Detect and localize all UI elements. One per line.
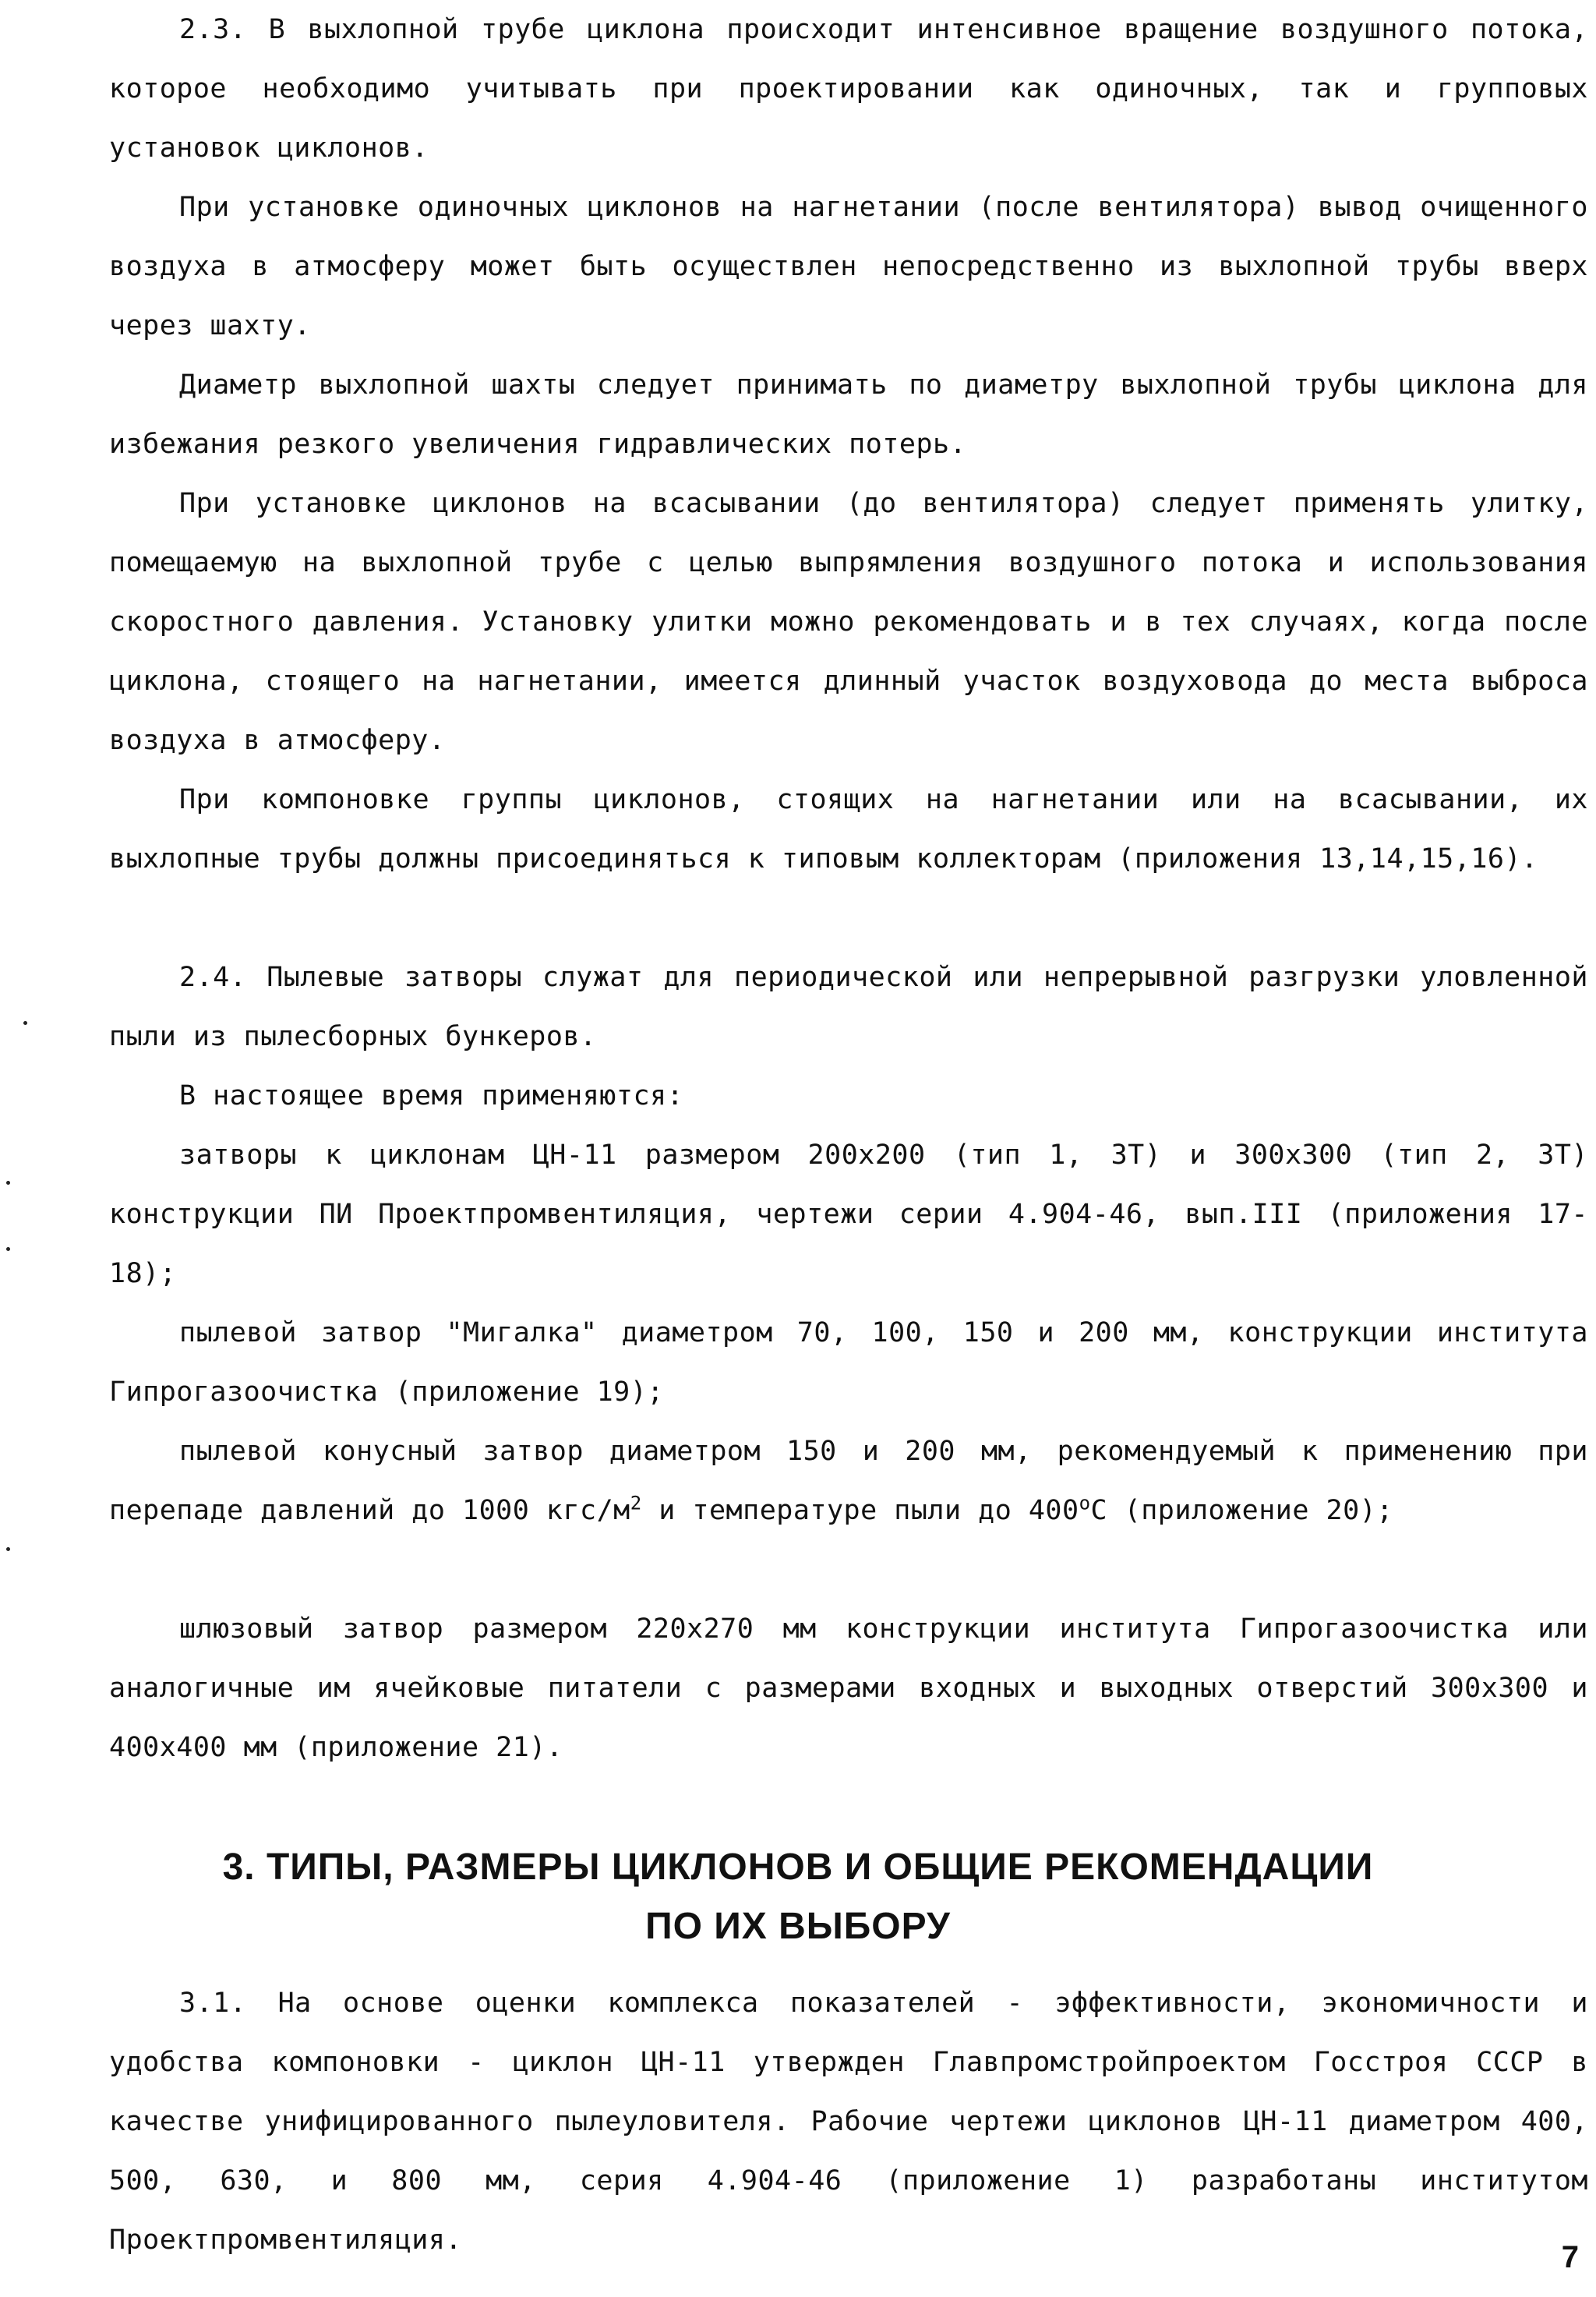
page-number: 7 bbox=[1561, 2240, 1579, 2274]
section-3-heading-line1: 3. ТИПЫ, РАЗМЕРЫ ЦИКЛОНОВ И ОБЩИЕ РЕКОМЕНДАЦИИ bbox=[222, 1846, 1374, 1888]
paragraph-group-layout: При компоновке группы циклонов, стоящих на нагнетании или на всасывании, их выхлопные трубы должны присоединяться к типовым коллекторам (приложения 13,14,15,16). bbox=[109, 784, 1588, 875]
cone-gate-text-b: и температуре пыли до 400 bbox=[641, 1495, 1079, 1526]
paragraph-shaft-diameter: Диаметр выхлопной шахты следует принимать по диаметру выхлопной трубы циклона для избежания резкого увеличения гидравлических потерь. bbox=[109, 369, 1588, 460]
paragraph-currently-used: В настоящее время применяются: bbox=[179, 1080, 684, 1111]
paragraph-2-4: 2.4. Пылевые затворы служат для периодической или непрерывной разгрузки уловленной пыли из пылесборных бункеров. bbox=[109, 962, 1588, 1052]
paragraph-2-3: 2.3. В выхлопной трубе циклона происходит интенсивное вращение воздушного потока, которое необходимо учитывать при проектировании как одиночных, так и групповых установок циклонов. bbox=[109, 14, 1588, 164]
paragraph-3-1: 3.1. На основе оценки комплекса показателей - эффективности, экономичности и удобства компоновки - циклон ЦН-11 утвержден Главпромстройпроектом Госстроя СССР в качестве унифицированного пылеуловителя. Рабочие чертежи циклонов ЦН-11 диаметром 400, 500, 630, и 800 мм, серия 4.904-46 (приложение 1) разработаны институтом Проектпромвентиляция. bbox=[109, 1988, 1588, 2256]
scan-speck bbox=[23, 1021, 27, 1025]
scan-speck bbox=[6, 1247, 10, 1251]
paragraph-sluice-gate: шлюзовый затвор размером 220х270 мм конструкции института Гипрогазоочистка или аналогичные им ячейковые питатели с размерами входных и выходных отверстий 300х300 и 400х400 мм (приложение 21). bbox=[109, 1613, 1588, 1763]
paragraph-migalka: пылевой затвор "Мигалка" диаметром 70, 100, 150 и 200 мм, конструкции института Гипрогазоочистка (приложение 19); bbox=[109, 1317, 1588, 1408]
paragraph-cone-gate bbox=[109, 1422, 1588, 1540]
paragraph-single-cyclones: При установке одиночных циклонов на нагнетании (после вентилятора) вывод очищенного воздуха в атмосферу может быть осуществлен непосредственно из выхлопной трубы вверх через шахту. bbox=[109, 192, 1588, 341]
scan-speck bbox=[6, 1547, 10, 1551]
paragraph-suction-snail: При установке циклонов на всасывании (до вентилятора) следует применять улитку, помещаемую на выхлопной трубе с целью выпрямления воздушного потока и использования скоростного давления. Установку улитки можно рекомендовать и в тех случаях, когда после циклона, стоящего на нагнетании, имеется длинный участок воздуховода до места выброса воздуха в атмосферу. bbox=[109, 488, 1588, 756]
section-3-heading-line2: ПО ИХ ВЫБОРУ bbox=[645, 1906, 951, 1947]
cone-gate-text-a: пылевой конусный затвор диаметром 150 и 200 мм, рекомендуемый к применению при перепаде давлений до 1000 кгс/м bbox=[109, 1436, 1588, 1526]
cone-gate-text-c: С (приложение 20); bbox=[1090, 1495, 1393, 1526]
paragraph-gates-cn11: затворы к циклонам ЦН-11 размером 200х200 (тип 1, 3Т) и 300х300 (тип 2, 3Т) конструкции ПИ Проектпромвентиляция, чертежи серии 4.904-46, вып.III (приложения 17-18); bbox=[109, 1140, 1588, 1289]
superscript-degree: о bbox=[1079, 1492, 1091, 1514]
scan-speck bbox=[6, 1181, 10, 1185]
superscript-squared: 2 bbox=[630, 1492, 642, 1514]
